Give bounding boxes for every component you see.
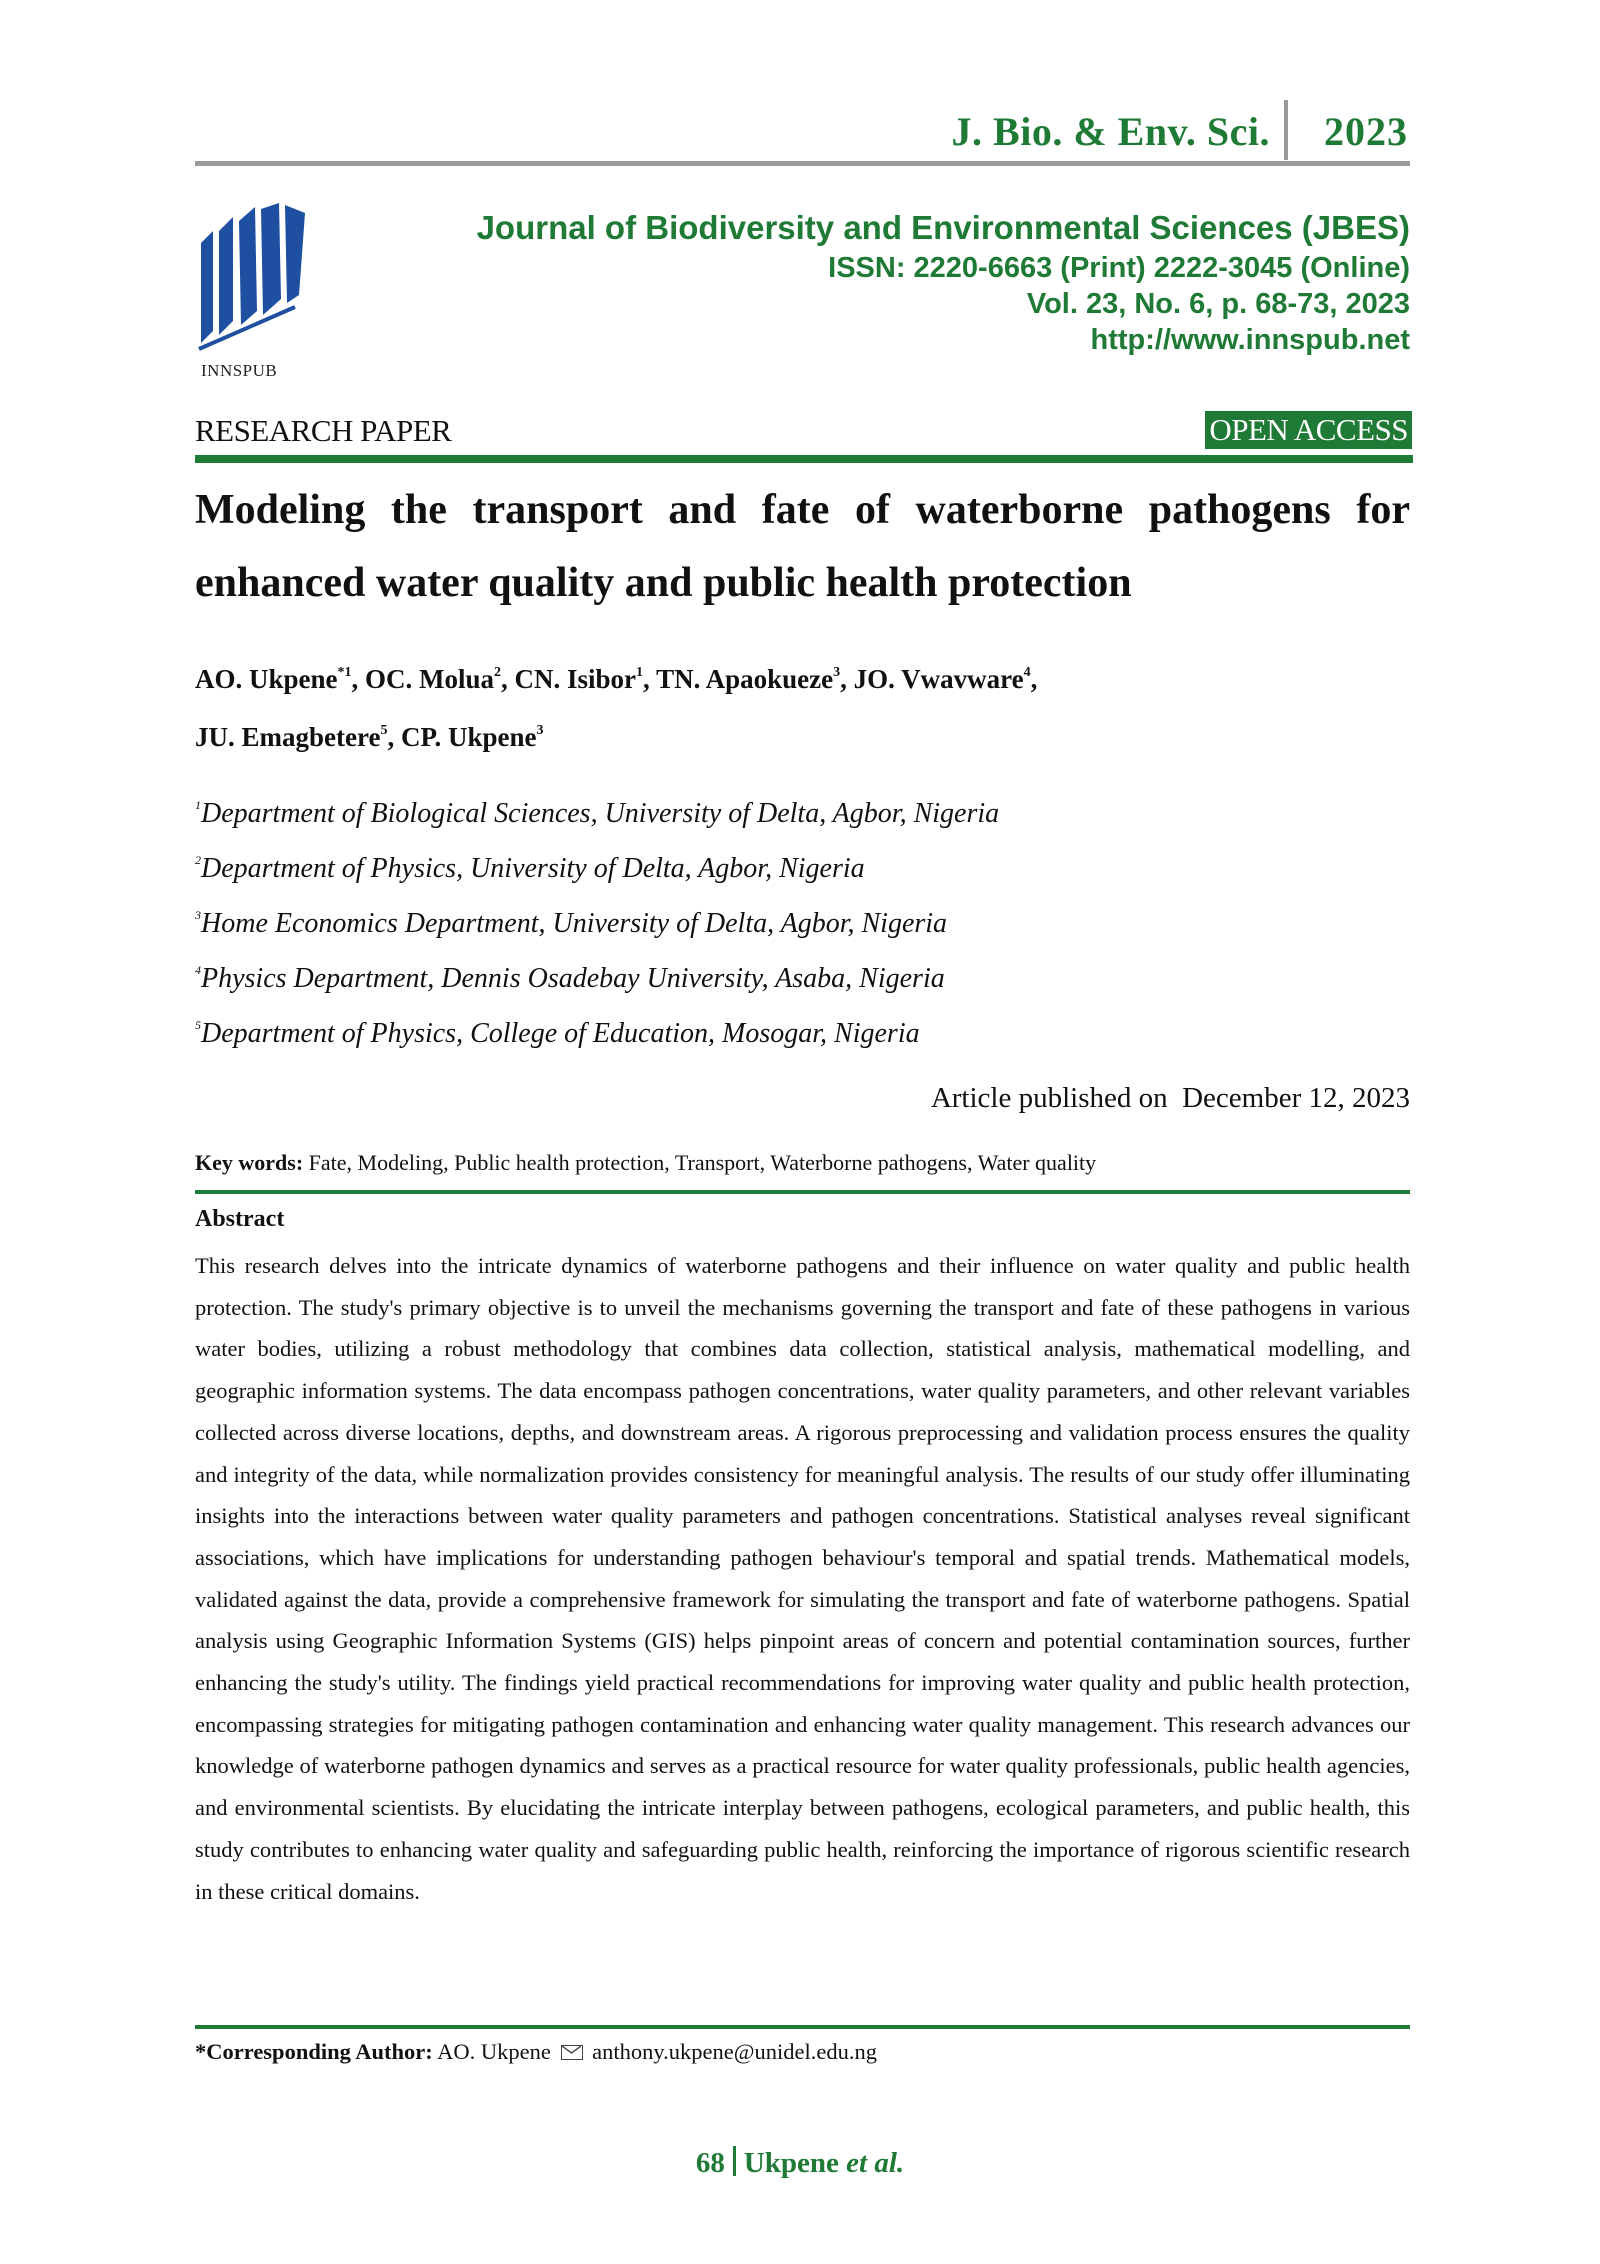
page-footer — [0, 2146, 1600, 2180]
keywords — [195, 1150, 1410, 1176]
footer-author: Ukpene — [743, 2147, 839, 2179]
header-rule — [195, 161, 1410, 166]
corresponding-author — [195, 2039, 877, 2065]
journal-url[interactable]: http://www.innspub.net — [1090, 324, 1410, 356]
published-date: Article published on December 12, 2023 — [930, 1082, 1410, 1114]
keywords-rule — [195, 1190, 1410, 1194]
keywords-label: Key words: — [195, 1150, 304, 1175]
page-number: 68 — [695, 2147, 725, 2179]
logo-text: INNSPUB — [201, 361, 278, 380]
corresponding-name: AO. Ukpene — [437, 2039, 551, 2064]
book-stack-icon — [195, 203, 313, 363]
author: AO. Ukpene$^{*1}$, — [195, 664, 366, 694]
footer-separator — [733, 2146, 736, 2176]
affiliation: $^2$Department of Physics, University of Delta, Agbor, Nigeria — [195, 853, 865, 884]
open-access-badge: OPEN ACCESS — [1205, 411, 1412, 449]
journal-year: 2023 — [1324, 109, 1408, 154]
footer-etal: et al. — [846, 2147, 905, 2179]
affiliation: $^1$Department of Biological Sciences, University of Delta, Agbor, Nigeria — [195, 798, 1000, 829]
paper-title: Modeling the transport and fate of waterborne pathogens for enhanced water quality and public health protection — [195, 487, 1410, 606]
author: JU. Emagbetere$^5$, — [195, 722, 401, 752]
author: CN. Isibor$^1$, — [514, 664, 657, 694]
journal-name: Journal of Biodiversity and Environmental Sciences (JBES) — [476, 209, 1410, 246]
innspub-logo — [195, 203, 313, 383]
abstract-rule — [195, 2025, 1410, 2029]
affiliation: $^5$Department of Physics, College of Education, Mosogar, Nigeria — [195, 1018, 920, 1049]
corresponding-email[interactable]: anthony.ukpene@unidel.edu.ng — [592, 2039, 877, 2064]
journal-issn: ISSN: 2220-6663 (Print) 2222-3045 (Online) — [828, 252, 1410, 284]
affiliation: $^3$Home Economics Department, University of Delta, Agbor, Nigeria — [195, 908, 948, 939]
author: OC. Molua$^2$, — [365, 664, 515, 694]
affiliation: $^4$Physics Department, Dennis Osadebay University, Asaba, Nigeria — [195, 963, 945, 994]
author: CP. Ukpene$^3$ — [400, 722, 544, 752]
author: TN. Apaokueze$^3$, — [656, 664, 854, 694]
paper-type: RESEARCH PAPER — [195, 413, 452, 448]
author-list — [195, 650, 1410, 766]
header-separator — [1284, 100, 1288, 160]
envelope-icon — [561, 2045, 583, 2060]
corresponding-label: *Corresponding Author: — [195, 2039, 433, 2064]
author: JO. Vwavware$^4$, — [853, 664, 1038, 694]
type-rule — [195, 455, 1413, 463]
abstract-body: This research delves into the intricate dynamics of waterborne pathogens and their influence on water quality and public health protection. The study's primary objective is to unveil the mechanisms governing the transport and fate of these pathogens in various water bodies, utilizing a robust methodology that combines data collection, statistical analysis, mathematical modelling, and geographic information systems. The data encompass pathogen concentrations, water quality parameters, and other relevant variables collected across diverse locations, depths, and downstream areas. A rigorous preprocessing and validation process ensures the quality and integrity of the data, while normalization provides consistency for meaningful analysis. The results of our study offer illuminating insights into the interactions between water quality parameters and pathogen concentrations. Statistical analyses reveal significant associations, which have implications for understanding pathogen behaviour's temporal and spatial trends. Mathematical models, validated against the data, provide a comprehensive framework for simulating the transport and fate of waterborne pathogens. Spatial analysis using Geographic Information Systems (GIS) helps pinpoint areas of concern and potential contamination sources, further enhancing the study's utility. The findings yield practical recommendations for improving water quality and public health protection, encompassing strategies for mitigating pathogen contamination and enhancing water quality management. This research advances our knowledge of waterborne pathogen dynamics and serves as a practical resource for water quality professionals, public health agencies, and environmental scientists. By elucidating the intricate interplay between pathogens, ecological parameters, and public health, this study contributes to enhancing water quality and safeguarding public health, reinforcing the importance of rigorous scientific research in these critical domains. — [195, 1253, 1410, 1904]
abstract-heading: Abstract — [195, 1206, 285, 1232]
affiliation-list — [195, 786, 1410, 1061]
journal-abbreviation: J. Bio. & Env. Sci. — [951, 109, 1270, 154]
journal-volume: Vol. 23, No. 6, p. 68-73, 2023 — [1026, 288, 1410, 320]
keywords-text: Fate, Modeling, Public health protection, Transport, Waterborne pathogens, Water quality — [308, 1150, 1097, 1175]
running-header — [195, 100, 1410, 164]
journal-info — [380, 206, 1410, 358]
